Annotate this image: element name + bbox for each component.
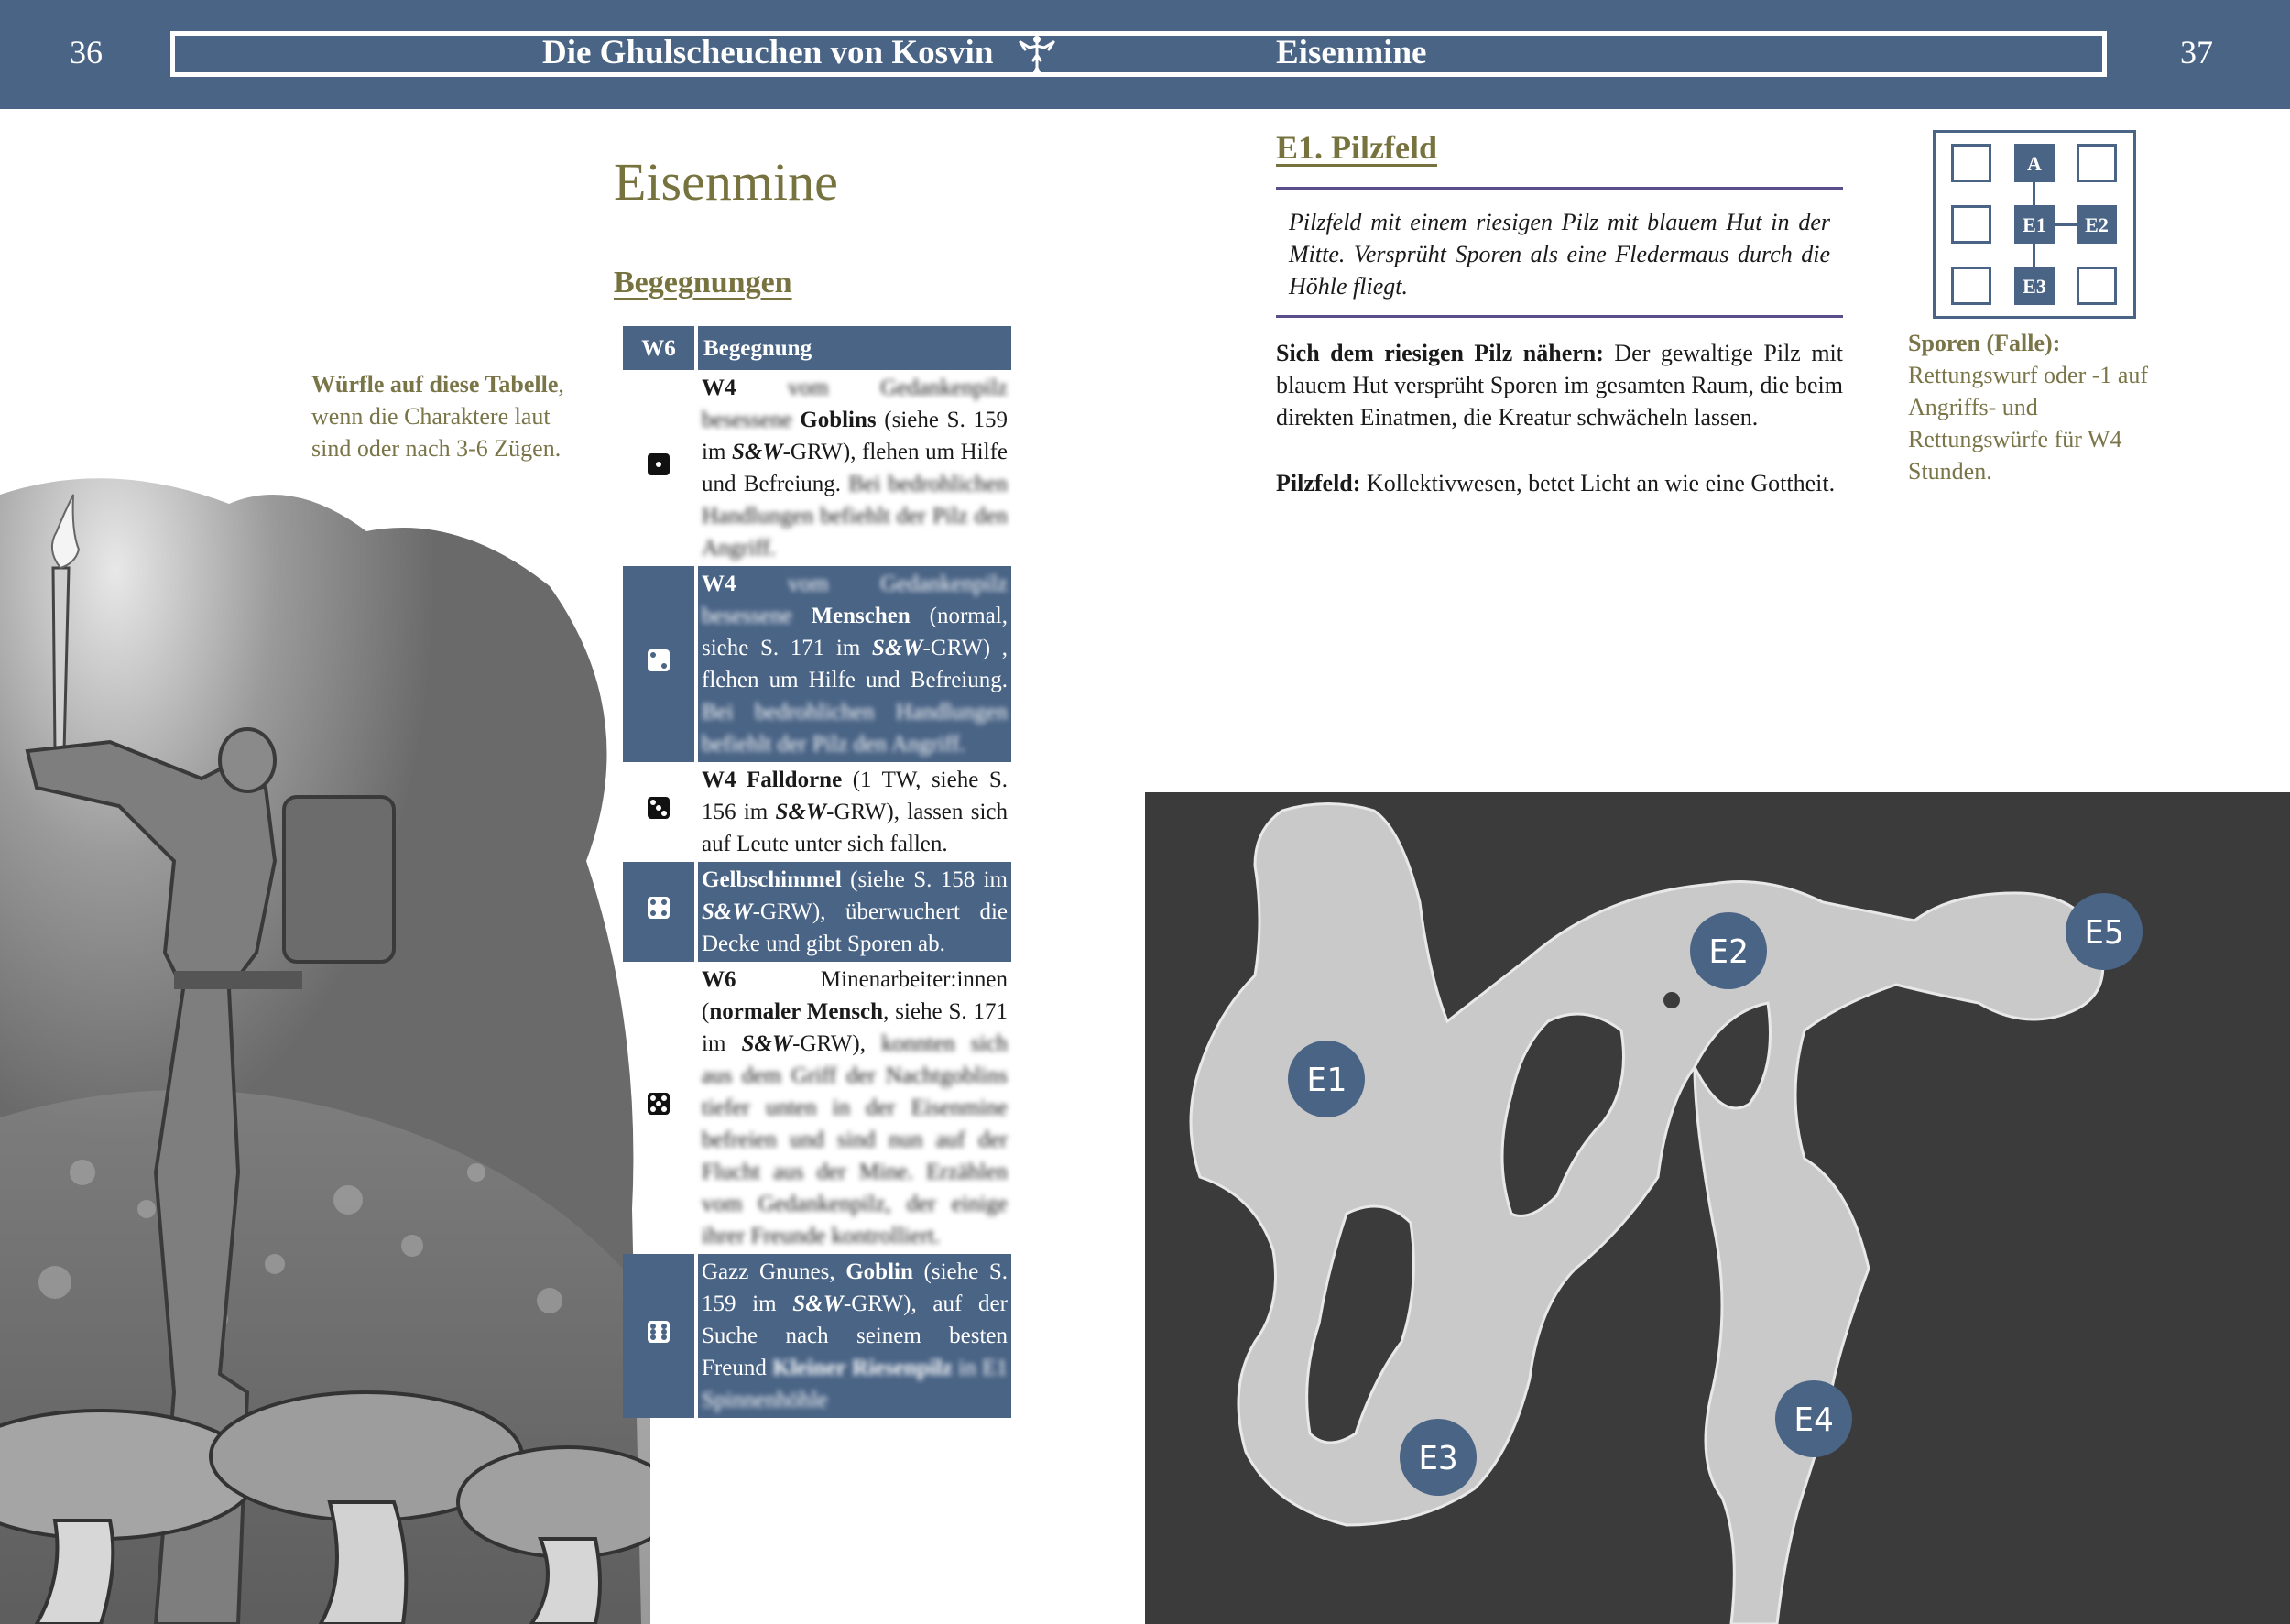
scarecrow-emblem-icon xyxy=(1017,33,1057,77)
encounter-text-part: Minenarbeiter:innen ( xyxy=(702,967,1008,1024)
table-row xyxy=(623,762,1011,862)
p1-text: Der gewaltige Pilz mit blauem Hut versprüht Sporen im gesamten Raum, die beim direkten Einatmen, die Kreatur schwächeln lassen. xyxy=(1276,340,1843,431)
note-bold: Würfle auf diese Tabelle xyxy=(311,371,559,398)
encounter-text-part: Goblin xyxy=(845,1259,913,1284)
encounter-text xyxy=(698,962,1011,1254)
map-label-e2: E2 xyxy=(1708,933,1749,971)
encounters-heading: Begegnungen xyxy=(614,266,792,300)
minimap-cell-e1: E1 xyxy=(2014,205,2055,244)
note-text: Rettungswurf oder -1 auf Angriffs- und Rettungswürfe für W4 Stunden. xyxy=(1908,362,2149,485)
table-row xyxy=(623,862,1011,962)
encounter-roll-note xyxy=(311,368,572,464)
encounter-text-part: normaler Mensch xyxy=(709,999,884,1024)
encounter-text xyxy=(698,370,1011,566)
encounter-text-part: S&W xyxy=(871,636,923,660)
encounter-text-part: W4 xyxy=(702,572,789,596)
map-label-e1: E1 xyxy=(1306,1062,1347,1099)
die-face-6-icon xyxy=(648,1321,670,1343)
page-number-left: 36 xyxy=(70,34,103,71)
die-face-3-icon xyxy=(648,797,670,819)
table-row xyxy=(623,370,1011,566)
page-number-right: 37 xyxy=(2180,34,2213,71)
map-label-e3: E3 xyxy=(1418,1440,1458,1477)
encounter-text xyxy=(698,762,1011,862)
encounter-text-part: Gelbschimmel xyxy=(702,867,842,892)
header-frame xyxy=(170,31,2107,77)
encounter-text-part: W4 xyxy=(702,376,789,400)
die-cell xyxy=(623,962,694,1254)
table-header-die: W6 xyxy=(623,326,694,370)
die-face-5-icon xyxy=(648,1093,670,1115)
minimap-cell-a: A xyxy=(2014,144,2055,182)
minimap-empty-cell xyxy=(2077,267,2117,305)
minimap-cell-e3: E3 xyxy=(2014,267,2055,305)
minimap-empty-cell xyxy=(1951,144,1991,182)
die-cell xyxy=(623,370,694,566)
die-cell xyxy=(623,762,694,862)
encounter-text-part: (siehe S. 159 im xyxy=(702,1259,1008,1316)
encounter-text-part: (normal, siehe S. 171 im xyxy=(702,604,1009,660)
encounter-text xyxy=(698,1254,1011,1418)
encounter-text-part: -GRW), xyxy=(792,1031,882,1056)
encounter-text-part: vom Gedankenpilz besessene xyxy=(702,572,1008,628)
encounter-text-part: -GRW) , flehen um Hilfe und Befreiung. xyxy=(702,636,1008,692)
encounter-text-part: Bei bedrohlichen Handlungen befiehlt der Pilz den Angriff. xyxy=(702,472,1008,561)
table-row xyxy=(623,566,1011,762)
encounter-text-part: Bei bedrohlichen Handlungen befiehlt der Pilz den Angriff. xyxy=(702,700,1008,757)
minimap-empty-cell xyxy=(1951,205,1991,244)
encounter-text-part: S&W xyxy=(732,440,783,464)
header-title-right: Eisenmine xyxy=(1276,34,1427,71)
encounter-text-part: W4 Falldorne xyxy=(702,768,843,792)
p2-text: Kollektivwesen, betet Licht an wie eine Gottheit. xyxy=(1360,470,1836,496)
spores-trap-note xyxy=(1908,327,2155,487)
encounter-text-part: konnten sich aus dem Griff der Nachtgoblins tiefer unten in der Eisenmine befreien und sind nun auf der Flucht aus der Mine. Erzählen vom Gedankenpilz, der einige ihrer Freunde kontrolliert. xyxy=(702,1031,1008,1248)
header-title-left: Die Ghulscheuchen von Kosvin xyxy=(542,34,994,71)
section-heading: E1. Pilzfeld xyxy=(1276,129,1437,166)
encounter-text-part: (siehe S. 159 im xyxy=(702,408,1008,464)
encounter-table xyxy=(619,326,1015,1418)
encounter-text-part: S&W xyxy=(741,1031,793,1056)
paragraph-mushroom-field xyxy=(1276,467,1843,499)
table-header-encounter: Begegnung xyxy=(698,326,1011,370)
encounter-text-part: -GRW), auf der Suche nach seinem besten Freund xyxy=(702,1292,1008,1380)
encounter-text-part: -GRW), lassen sich auf Leute unter sich fallen. xyxy=(702,800,1008,856)
read-aloud-box: Pilzfeld mit einem riesigen Pilz mit blauem Hut in der Mitte. Versprüht Sporen als eine Fledermaus durch die Höhle fliegt. xyxy=(1276,187,1843,318)
encounter-text xyxy=(698,566,1011,762)
encounter-table-body xyxy=(623,370,1011,1418)
die-face-4-icon xyxy=(648,897,670,919)
minimap-cell-e2: E2 xyxy=(2077,205,2117,244)
encounter-text-part: W6 xyxy=(702,967,821,992)
die-cell xyxy=(623,1254,694,1418)
p1-bold: Sich dem riesigen Pilz nähern: xyxy=(1276,340,1604,366)
minimap-connector xyxy=(2055,223,2077,226)
paragraph-approach-mushroom xyxy=(1276,337,1843,433)
encounter-text-part: vom Gedankenpilz besessene xyxy=(702,376,1008,432)
page-header xyxy=(0,0,2290,109)
die-face-1-icon xyxy=(648,453,670,475)
encounter-text xyxy=(698,862,1011,962)
encounter-text-part: (1 TW, siehe S. 156 im xyxy=(702,768,1008,824)
encounter-text-part: Goblins xyxy=(800,408,877,432)
map-label-e5: E5 xyxy=(2084,914,2124,952)
encounter-text-part: -GRW), überwuchert die Decke und gibt Sporen ab. xyxy=(702,899,1008,956)
miner-with-torch-illustration xyxy=(0,476,650,1624)
encounter-text-part: S&W xyxy=(775,800,827,824)
encounter-text-part: Menschen xyxy=(811,604,911,628)
note-bold: Sporen (Falle): xyxy=(1908,330,2061,356)
encounter-text-part: S&W xyxy=(702,899,753,924)
note-text: , wenn die Charaktere laut sind oder nach 3-6 Zügen. xyxy=(311,371,564,462)
encounter-text-part: , siehe S. 171 im xyxy=(702,999,1008,1056)
cave-map xyxy=(1145,792,2290,1624)
encounter-text-part: S&W xyxy=(792,1292,844,1316)
die-face-2-icon xyxy=(648,649,670,671)
minimap-empty-cell xyxy=(1951,267,1991,305)
minimap-connector xyxy=(2033,244,2035,267)
table-row xyxy=(623,962,1011,1254)
map-label-e4: E4 xyxy=(1794,1401,1834,1439)
encounter-text-part: -GRW), flehen um Hilfe und Befreiung. xyxy=(702,440,1008,496)
table-row xyxy=(623,1254,1011,1418)
encounter-text-part: Kleiner Riesenpilz xyxy=(772,1356,953,1380)
encounter-text-part: in E1 Spinnenhöhle xyxy=(702,1356,1009,1412)
page-heading: Eisenmine xyxy=(614,152,838,212)
room-connection-minimap xyxy=(1933,130,2136,319)
encounter-text-part: (siehe S. 158 im xyxy=(841,867,1008,892)
minimap-empty-cell xyxy=(2077,144,2117,182)
die-cell xyxy=(623,862,694,962)
die-cell xyxy=(623,566,694,762)
p2-bold: Pilzfeld: xyxy=(1276,470,1361,496)
minimap-connector xyxy=(2033,182,2035,205)
encounter-text-part: Gazz Gnunes, xyxy=(702,1259,846,1284)
